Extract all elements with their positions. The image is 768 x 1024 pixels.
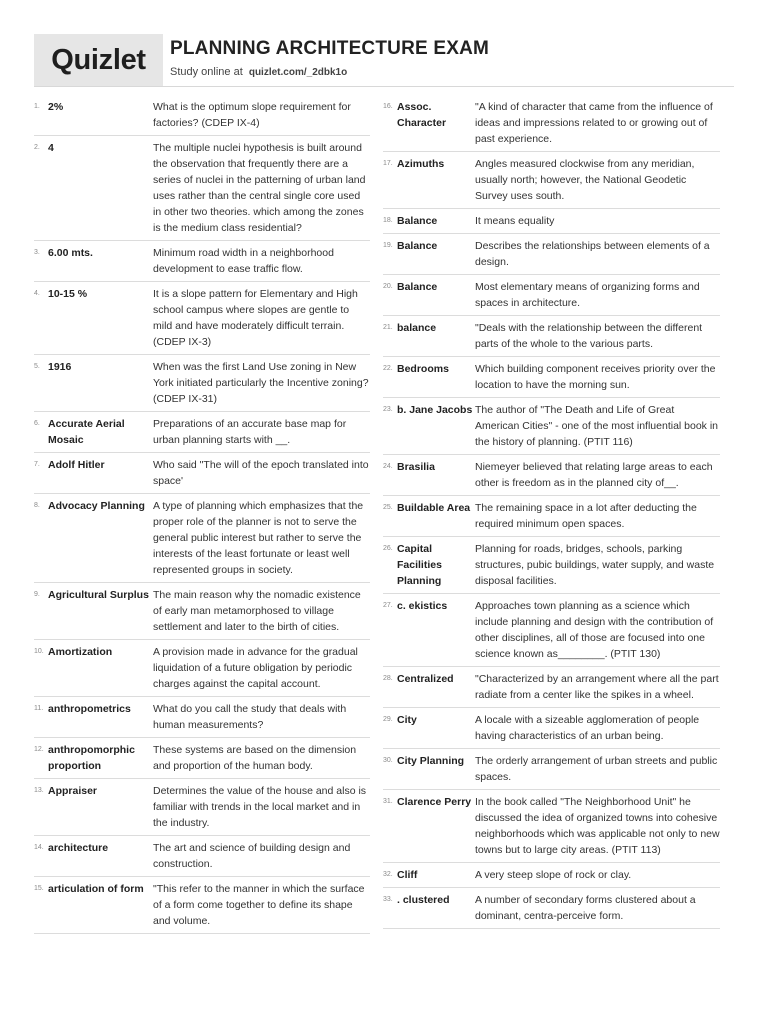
term-definition: The orderly arrangement of urban streets and public spaces. bbox=[475, 755, 718, 783]
term-number: 14. bbox=[34, 844, 44, 851]
term-label: anthropomorphic proportion bbox=[48, 744, 135, 772]
term-row bbox=[34, 494, 370, 583]
term-label: 4 bbox=[48, 142, 54, 154]
term-label: City bbox=[397, 714, 417, 726]
term-definition: "Deals with the relationship between the different parts of the whole to the various parts. bbox=[475, 322, 703, 350]
term-label: Amortization bbox=[48, 646, 113, 658]
term-label: Balance bbox=[397, 215, 438, 227]
term-number: 31. bbox=[383, 798, 393, 805]
term-number: 10. bbox=[34, 648, 44, 655]
term-number: 22. bbox=[383, 365, 393, 372]
term-number: 16. bbox=[383, 103, 393, 110]
term-definition: It is a slope pattern for Elementary and High school campus where slopes are gentle to mild and have moderately difficult terrain. (CDEP IX-3) bbox=[153, 288, 358, 348]
term-number: 1. bbox=[34, 103, 40, 110]
term-row bbox=[34, 697, 370, 738]
term-label: b. Jane Jacobs bbox=[397, 404, 473, 416]
term-label: 2% bbox=[48, 101, 64, 113]
term-number: 23. bbox=[383, 406, 393, 413]
term-number: 8. bbox=[34, 502, 40, 509]
term-definition: Which building component receives priority over the location to have the morning sun. bbox=[475, 363, 716, 391]
term-row bbox=[383, 275, 720, 316]
term-row bbox=[383, 398, 720, 455]
term-number: 33. bbox=[383, 896, 393, 903]
term-definition: Describes the relationships between elements of a design. bbox=[475, 240, 710, 268]
term-label: Capital Facilities Planning bbox=[397, 543, 442, 587]
term-number: 20. bbox=[383, 283, 393, 290]
term-label: anthropometrics bbox=[48, 703, 131, 715]
term-definition: Niemeyer believed that relating large areas to each other is freedom as in the planned city of__. bbox=[475, 461, 713, 489]
term-label: Advocacy Planning bbox=[48, 500, 145, 512]
term-definition: These systems are based on the dimension and proportion of the human body. bbox=[153, 744, 357, 772]
term-definition: The main reason why the nomadic existence of early man metamorphosed to village settlement and later to the birth of cities. bbox=[153, 589, 361, 633]
term-definition: It means equality bbox=[475, 215, 555, 227]
term-row bbox=[34, 282, 370, 355]
term-label: Balance bbox=[397, 240, 438, 252]
term-number: 6. bbox=[34, 420, 40, 427]
term-label: architecture bbox=[48, 842, 109, 854]
term-definition: What do you call the study that deals with human measurements? bbox=[153, 703, 347, 731]
term-definition: Most elementary means of organizing forms and spaces in architecture. bbox=[475, 281, 700, 309]
term-number: 7. bbox=[34, 461, 40, 468]
term-number: 5. bbox=[34, 363, 40, 370]
term-definition: "This refer to the manner in which the surface of a form come together to define its shape and volume. bbox=[153, 883, 365, 927]
term-number: 29. bbox=[383, 716, 393, 723]
term-row bbox=[34, 738, 370, 779]
term-row bbox=[34, 640, 370, 697]
term-definition: A number of secondary forms clustered about a dominant, centra-perceive form. bbox=[475, 894, 696, 922]
term-row bbox=[383, 667, 720, 708]
term-number: 19. bbox=[383, 242, 393, 249]
term-row bbox=[34, 453, 370, 494]
term-number: 13. bbox=[34, 787, 44, 794]
page-title: PLANNING ARCHITECTURE EXAM bbox=[170, 38, 490, 59]
page-header bbox=[34, 34, 734, 87]
term-label: Balance bbox=[397, 281, 438, 293]
subtitle bbox=[170, 66, 347, 78]
term-number: 17. bbox=[383, 160, 393, 167]
term-label: City Planning bbox=[397, 755, 465, 767]
term-definition: The remaining space in a lot after deducting the required minimum open spaces. bbox=[475, 502, 697, 530]
term-label: Agricultural Surplus bbox=[48, 589, 149, 601]
term-definition: The multiple nuclei hypothesis is built around the observation that frequently there are a series of nuclei in the patterning of urban land uses rather than the central single core used in other two theories. which among the zones is the medium class residential? bbox=[153, 142, 366, 234]
term-number: 15. bbox=[34, 885, 44, 892]
term-definition: What is the optimum slope requirement for factories? (CDEP IX-4) bbox=[153, 101, 351, 129]
term-definition: "Characterized by an arrangement where all the part radiate from a center like the spikes in a wheel. bbox=[475, 673, 719, 701]
term-number: 26. bbox=[383, 545, 393, 552]
term-label: Accurate Aerial Mosaic bbox=[48, 418, 125, 446]
term-definition: Planning for roads, bridges, schools, parking structures, pubic buildings, water supply, and waste disposal facilities. bbox=[475, 543, 715, 587]
term-definition: A locale with a sizeable agglomeration of people having characteristics of an urban being. bbox=[475, 714, 700, 742]
right-term-column bbox=[383, 95, 720, 929]
study-url-link[interactable]: quizlet.com/_2dbk1o bbox=[248, 67, 348, 78]
term-definition: When was the first Land Use zoning in New York initiated particularly the Incentive zoning? (CDEP IX-31) bbox=[153, 361, 369, 405]
term-number: 21. bbox=[383, 324, 393, 331]
term-row bbox=[383, 209, 720, 234]
term-row bbox=[34, 836, 370, 877]
term-number: 11. bbox=[34, 705, 44, 712]
term-row bbox=[383, 537, 720, 594]
term-definition: The author of "The Death and Life of Great American Cities" - one of the most influential book in the history of planning. (PTIT 116) bbox=[475, 404, 719, 448]
term-definition: In the book called "The Neighborhood Unit" he discussed the idea of organized towns into cohesive neighborhoods which was applicable not only to new towns but to large city areas. (PTIT 113) bbox=[475, 796, 720, 856]
term-row bbox=[34, 241, 370, 282]
term-row bbox=[383, 455, 720, 496]
term-row bbox=[383, 316, 720, 357]
term-row bbox=[383, 152, 720, 209]
term-row bbox=[383, 234, 720, 275]
term-definition: Angles measured clockwise from any meridian, usually north; however, the National Geodetic Survey uses south. bbox=[475, 158, 695, 202]
term-number: 4. bbox=[34, 290, 40, 297]
term-row bbox=[34, 95, 370, 136]
term-definition: Determines the value of the house and also is familiar with trends in the local market and in the industry. bbox=[153, 785, 367, 829]
term-row bbox=[383, 496, 720, 537]
term-number: 9. bbox=[34, 591, 40, 598]
term-label: 6.00 mts. bbox=[48, 247, 93, 259]
term-row bbox=[383, 888, 720, 929]
term-row bbox=[34, 412, 370, 453]
term-row bbox=[383, 357, 720, 398]
term-label: 1916 bbox=[48, 361, 72, 373]
term-label: Cliff bbox=[397, 869, 418, 881]
term-label: Assoc. Character bbox=[397, 101, 447, 129]
term-number: 30. bbox=[383, 757, 393, 764]
term-row bbox=[383, 863, 720, 888]
term-definition: Minimum road width in a neighborhood development to ease traffic flow. bbox=[153, 247, 334, 275]
term-label: c. ekistics bbox=[397, 600, 448, 612]
term-row bbox=[383, 95, 720, 152]
term-label: Buildable Area bbox=[397, 502, 471, 514]
term-row bbox=[383, 790, 720, 863]
term-row bbox=[383, 749, 720, 790]
term-row bbox=[383, 594, 720, 667]
term-definition: The art and science of building design and construction. bbox=[153, 842, 351, 870]
term-label: 10-15 % bbox=[48, 288, 88, 300]
term-label: Appraiser bbox=[48, 785, 98, 797]
term-number: 27. bbox=[383, 602, 393, 609]
term-definition: A type of planning which emphasizes that the proper role of the planner is not to serve the general public interest but rather to serve the interests of the least fortunate or least well represented groups in society. bbox=[153, 500, 364, 576]
term-number: 3. bbox=[34, 249, 40, 256]
term-label: Azimuths bbox=[397, 158, 445, 170]
left-term-column bbox=[34, 95, 370, 934]
term-number: 28. bbox=[383, 675, 393, 682]
term-number: 32. bbox=[383, 871, 393, 878]
term-definition: A provision made in advance for the gradual liquidation of a future obligation by periodic charges against the capital account. bbox=[153, 646, 358, 690]
term-number: 2. bbox=[34, 144, 40, 151]
quizlet-logo: Quizlet bbox=[34, 34, 163, 86]
term-number: 12. bbox=[34, 746, 44, 753]
term-definition: Approaches town planning as a science which include planning and design with the contribution of other disciplines, all of those are focused into one science known as________. (PTIT 130) bbox=[475, 600, 714, 660]
term-row bbox=[34, 355, 370, 412]
term-definition: Who said "The will of the epoch translated into space' bbox=[153, 459, 369, 487]
term-number: 25. bbox=[383, 504, 393, 511]
term-number: 24. bbox=[383, 463, 393, 470]
term-number: 18. bbox=[383, 217, 393, 224]
term-label: . clustered bbox=[397, 894, 450, 906]
subtitle-prefix: Study online at bbox=[170, 66, 243, 78]
term-label: Adolf Hitler bbox=[48, 459, 105, 471]
term-row bbox=[34, 877, 370, 934]
term-label: balance bbox=[397, 322, 437, 334]
term-label: articulation of form bbox=[48, 883, 144, 895]
term-row bbox=[383, 708, 720, 749]
term-row bbox=[34, 136, 370, 241]
term-label: Bedrooms bbox=[397, 363, 449, 375]
term-label: Clarence Perry bbox=[397, 796, 472, 808]
term-definition: A very steep slope of rock or clay. bbox=[475, 869, 632, 881]
term-row bbox=[34, 583, 370, 640]
term-definition: "A kind of character that came from the influence of ideas and impressions related to or growing out of past experience. bbox=[475, 101, 713, 145]
term-row bbox=[34, 779, 370, 836]
term-definition: Preparations of an accurate base map for urban planning starts with __. bbox=[153, 418, 347, 446]
term-label: Centralized bbox=[397, 673, 454, 685]
term-label: Brasilia bbox=[397, 461, 435, 473]
